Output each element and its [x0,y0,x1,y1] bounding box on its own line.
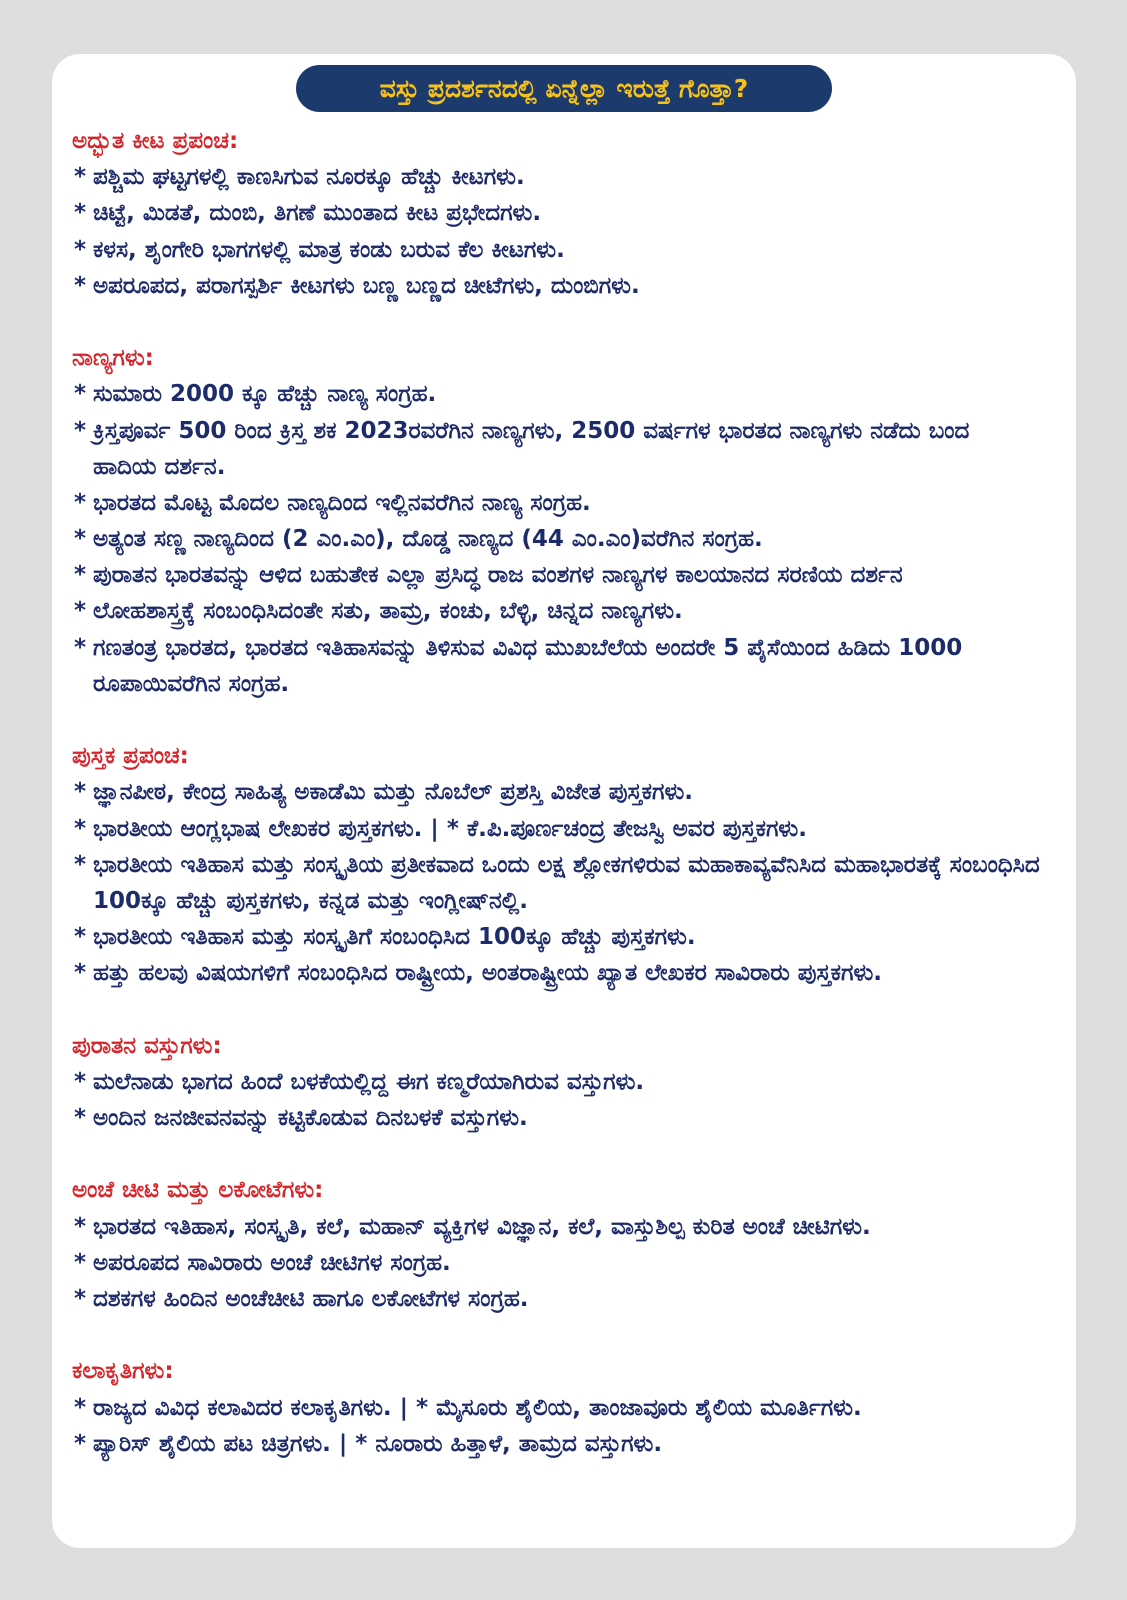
bullet-marker: * [74,417,87,444]
list-item [72,630,1040,702]
bullet-marker: * [74,851,87,878]
poster-card [52,54,1076,1548]
item-text: ಕಳಸ, ಶೃಂಗೇರಿ ಭಾಗಗಳಲ್ಲಿ ಮಾತ್ರ ಕಂಡು ಬರುವ ಕೆಲ ಕೀಟಗಳು. [93,236,565,263]
bullet-marker: * [74,489,87,516]
item-text: ಗಣತಂತ್ರ ಭಾರತದ, ಭಾರತದ ಇತಿಹಾಸವನ್ನು ತಿಳಿಸುವ ವಿವಿಧ ಮುಖಬೆಲೆಯ ಅಂದರೇ 5 ಪೈಸೆಯಿಂದ ಹಿಡಿದು 1000 ರೂಪಾಯಿವರೆಗಿನ ಸಂಗ್ರಹ. [93,634,963,697]
item-text: ಚಿಟ್ಟೆ, ಮಿಡತೆ, ದುಂಬಿ, ತಿಗಣೆ ಮುಂತಾದ ಕೀಟ ಪ್ರಭೇದಗಳು. [93,200,542,227]
bullet-marker: * [74,164,87,191]
section-antiques [72,1028,1040,1137]
bullet-marker: * [74,1430,87,1457]
bullet-marker: * [74,960,87,987]
bullet-marker: * [74,815,87,842]
item-text: ಅಪರೂಪದ ಸಾವಿರಾರು ಅಂಚೆ ಚೀಟಿಗಳ ಸಂಗ್ರಹ. [93,1249,451,1276]
bullet-marker: * [74,236,87,263]
bullet-marker: * [74,634,87,661]
item-text: ಭಾರತೀಯ ಆಂಗ್ಲಭಾಷ ಲೇಖಕರ ಪುಸ್ತಕಗಳು. | * ಕೆ.ಪಿ.ಪೂರ್ಣಚಂದ್ರ ತೇಜಸ್ವಿ ಅವರ ಪುಸ್ತಕಗಳು. [93,815,807,842]
bullet-marker: * [74,924,87,951]
item-text: ಹತ್ತು ಹಲವು ವಿಷಯಗಳಿಗೆ ಸಂಬಂಧಿಸಿದ ರಾಷ್ಟ್ರೀಯ, ಅಂತರಾಷ್ಟ್ರೀಯ ಖ್ಯಾತ ಲೇಖಕರ ಸಾವಿರಾರು ಪುಸ್ತಕಗಳು. [93,960,883,987]
section-coins [72,340,1040,702]
section-heading: ಕಲಾಕೃತಿಗಳು: [72,1358,174,1385]
item-text: ಪಶ್ಚಿಮ ಘಟ್ಟಗಳಲ್ಲಿ ಕಾಣಸಿಗುವ ನೂರಕ್ಕೂ ಹೆಚ್ಚು ಕೀಟಗಳು. [93,164,525,191]
bullet-marker: * [74,779,87,806]
list-item [72,521,1040,557]
list-item [72,159,1040,195]
bullet-marker: * [74,1249,87,1276]
list-item [72,774,1040,810]
list-item [72,955,1040,991]
title-banner [52,65,1076,112]
bullet-marker: * [74,526,87,553]
list-item [72,1209,1040,1245]
list-item [72,1245,1040,1281]
bullet-marker: * [74,381,87,408]
item-text: ಅತ್ಯಂತ ಸಣ್ಣ ನಾಣ್ಯದಿಂದ (2 ಎಂ.ಎಂ), ದೊಡ್ಡ ನಾಣ್ಯದ (44 ಎಂ.ಎಂ)ವರೆಗಿನ ಸಂಗ್ರಹ. [93,526,763,553]
section-artworks [72,1353,1040,1462]
bullet-marker: * [74,1286,87,1312]
list-item [72,485,1040,521]
bullet-marker: * [74,1105,87,1132]
list-item [72,557,1040,593]
list-item [72,195,1040,231]
item-text: ಅಪರೂಪದ, ಪರಾಗಸ್ಪರ್ಶಿ ಕೀಟಗಳು ಬಣ್ಣ ಬಣ್ಣದ ಚೀಟೆಗಳು, ದುಂಬಿಗಳು. [93,272,640,299]
bullet-marker: * [74,1068,87,1095]
item-text: ರಾಜ್ಯದ ವಿವಿಧ ಕಲಾವಿದರ ಕಲಾಕೃತಿಗಳು. | * ಮೈಸೂರು ಶೈಲಿಯ, ತಾಂಜಾವೂರು ಶೈಲಿಯ ಮೂರ್ತಿಗಳು. [93,1394,862,1421]
poster-title: ವಸ್ತು ಪ್ರದರ್ಶನದಲ್ಲಿ ಏನ್ನೆಲ್ಲಾ ಇರುತ್ತೆ ಗೊತ್ತಾ? [296,65,832,112]
list-item [72,919,1040,955]
list-item [72,268,1040,304]
section-heading: ಅದ್ಭುತ ಕೀಟ ಪ್ರಪಂಚ: [72,128,239,154]
bullet-marker: * [74,562,87,589]
section-heading: ಪುಸ್ತಕ ಪ್ರಪಂಚ: [72,743,189,770]
bullet-marker: * [74,1394,87,1421]
list-item [72,376,1040,412]
section-heading: ಅಂಚೆ ಚೀಟಿ ಮತ್ತು ಲಕೋಟೆಗಳು: [72,1177,324,1204]
item-text: ಲೋಹಶಾಸ್ತ್ರಕ್ಕೆ ಸಂಬಂಧಿಸಿದಂತೇ ಸತು, ತಾಮ್ರ, ಕಂಚು, ಬೆಳ್ಳಿ, ಚಿನ್ನದ ನಾಣ್ಯಗಳು. [93,598,683,625]
list-item [72,847,1040,919]
bullet-marker: * [74,272,87,299]
item-text: ಅಂದಿನ ಜನಜೀವನವನ್ನು ಕಟ್ಟಿಕೊಡುವ ದಿನಬಳಕೆ ವಸ್ತುಗಳು. [93,1105,528,1132]
bullet-marker: * [74,1213,87,1240]
item-text: ಮಲೆನಾಡು ಭಾಗದ ಹಿಂದೆ ಬಳಕೆಯಲ್ಲಿದ್ದ ಈಗ ಕಣ್ಮರೆಯಾಗಿರುವ ವಸ್ತುಗಳು. [93,1068,645,1095]
item-text: ಜ್ಞಾನಪೀಠ, ಕೇಂದ್ರ ಸಾಹಿತ್ಯ ಅಕಾಡೆಮಿ ಮತ್ತು ನೊಬೆಲ್ ಪ್ರಶಸ್ತಿ ವಿಜೇತ ಪುಸ್ತಕಗಳು. [93,779,693,806]
list-item [72,811,1040,847]
poster-content [72,123,1040,1542]
list-item [72,1100,1040,1136]
list-item [72,1064,1040,1100]
list-item [72,1426,1040,1462]
section-heading: ಪುರಾತನ ವಸ್ತುಗಳು: [72,1032,222,1059]
item-text: ಸುಮಾರು 2000 ಕ್ಕೂ ಹೆಚ್ಚು ನಾಣ್ಯ ಸಂಗ್ರಹ. [93,381,437,408]
bullet-marker: * [74,200,87,227]
item-text: ದಶಕಗಳ ಹಿಂದಿನ ಅಂಚೆಚೀಟಿ ಹಾಗೂ ಲಕೋಟೆಗಳ ಸಂಗ್ರಹ. [93,1286,529,1312]
item-text: ಪ್ಯಾರಿಸ್ ಶೈಲಿಯ ಪಟ ಚಿತ್ರಗಳು. | * ನೂರಾರು ಹಿತ್ತಾಳೆ, ತಾಮ್ರದ ವಸ್ತುಗಳು. [93,1430,663,1457]
item-text: ಭಾರತದ ಇತಿಹಾಸ, ಸಂಸ್ಕೃತಿ, ಕಲೆ, ಮಹಾನ್ ವ್ಯಕ್ತಿಗಳ ವಿಜ್ಞಾನ, ಕಲೆ, ವಾಸ್ತುಶಿಲ್ಪ ಕುರಿತ ಅಂಚೆ ಚೀಟಿಗಳು. [93,1213,871,1240]
section-book-world [72,738,1040,991]
section-stamps-and-envelopes [72,1172,1040,1317]
bullet-marker: * [74,598,87,625]
item-text: ಕ್ರಿಸ್ತಪೂರ್ವ 500 ರಿಂದ ಕ್ರಿಸ್ತ ಶಕ 2023ರವರೆಗಿನ ನಾಣ್ಯಗಳು, 2500 ವರ್ಷಗಳ ಭಾರತದ ನಾಣ್ಯಗಳು ನಡೆದು ಬಂದ ಹಾದಿಯ ದರ್ಶನ. [93,417,970,480]
list-item [72,1390,1040,1426]
list-item [72,413,1040,485]
list-item [72,1281,1040,1317]
item-text: ಭಾರತದ ಮೊಟ್ಟ ಮೊದಲ ನಾಣ್ಯದಿಂದ ಇಲ್ಲಿನವರೆಗಿನ ನಾಣ್ಯ ಸಂಗ್ರಹ. [93,489,591,516]
item-text: ಪುರಾತನ ಭಾರತವನ್ನು ಆಳಿದ ಬಹುತೇಕ ಎಲ್ಲಾ ಪ್ರಸಿದ್ಧ ರಾಜ ವಂಶಗಳ ನಾಣ್ಯಗಳ ಕಾಲಯಾನದ ಸರಣಿಯ ದರ್ಶನ [93,562,903,589]
item-text: ಭಾರತೀಯ ಇತಿಹಾಸ ಮತ್ತು ಸಂಸ್ಕೃತಿಯ ಪ್ರತೀಕವಾದ ಒಂದು ಲಕ್ಷ ಶ್ಲೋಕಗಳಿರುವ ಮಹಾಕಾವ್ಯವೆನಿಸಿದ ಮಹಾಭಾರತಕ್ಕೆ ಸಂಬಂಧಿಸಿದ 100ಕ್ಕೂ ಹೆಚ್ಚು ಪುಸ್ತಕಗಳು, ಕನ್ನಡ ಮತ್ತು ಇಂಗ್ಲೀಷ್‌ನಲ್ಲಿ. [93,851,1040,914]
list-item [72,593,1040,629]
list-item [72,232,1040,268]
item-text: ಭಾರತೀಯ ಇತಿಹಾಸ ಮತ್ತು ಸಂಸ್ಕೃತಿಗೆ ಸಂಬಂಧಿಸಿದ 100ಕ್ಕೂ ಹೆಚ್ಚು ಪುಸ್ತಕಗಳು. [93,924,696,951]
section-heading: ನಾಣ್ಯಗಳು: [72,345,154,372]
section-insect-world [72,123,1040,304]
